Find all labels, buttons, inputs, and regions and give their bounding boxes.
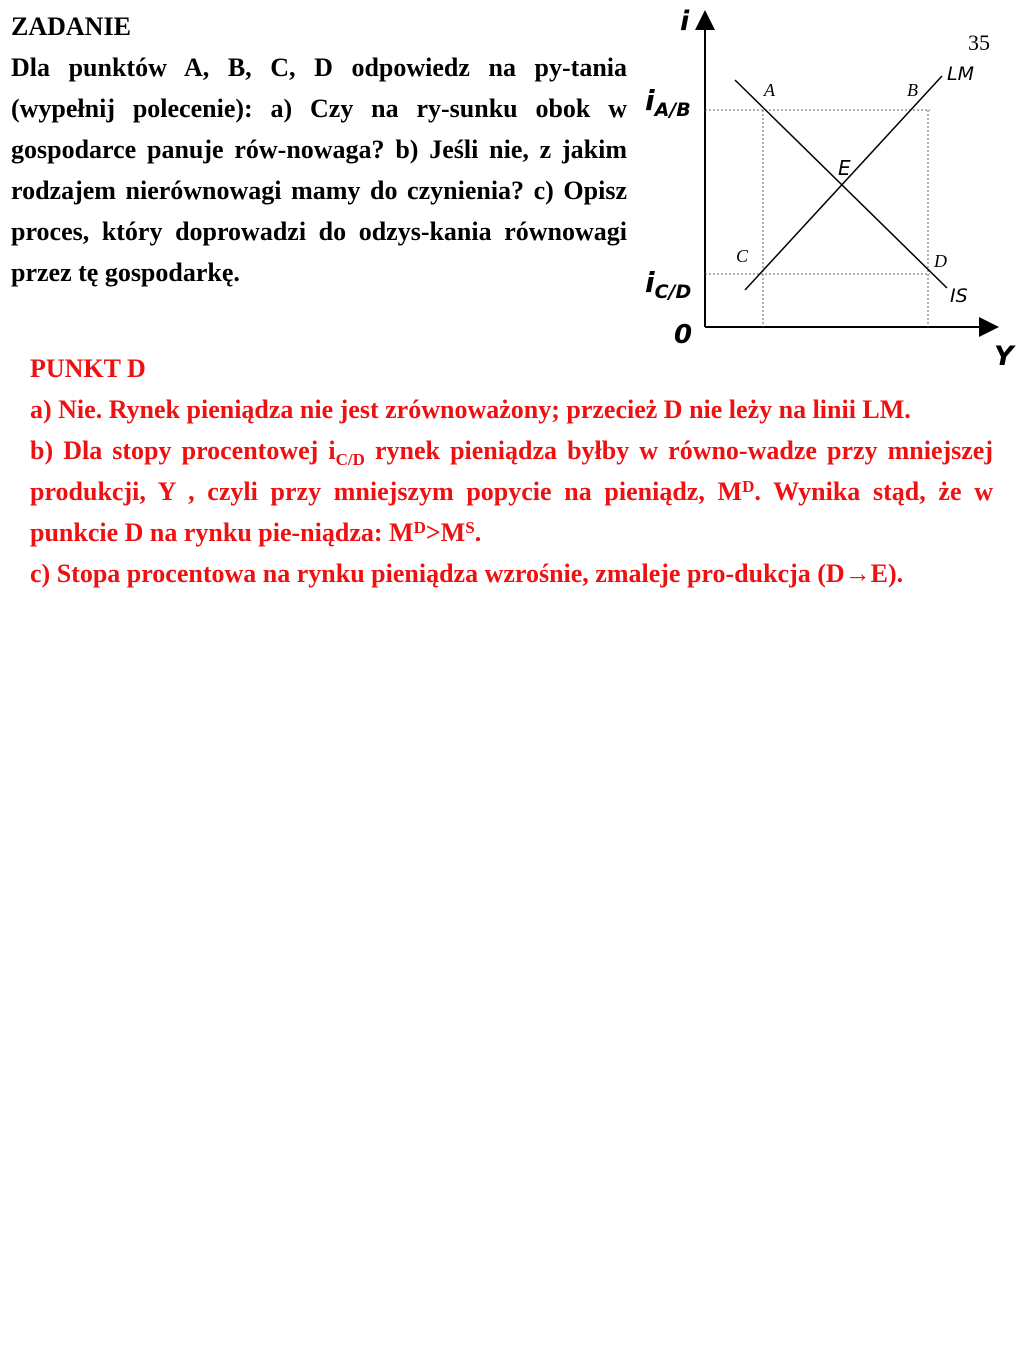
answer-b-sup1: D <box>742 477 755 496</box>
rate-low-main: i <box>645 266 655 299</box>
is-curve <box>735 80 947 288</box>
point-e-label: E <box>838 156 851 180</box>
task-title: ZADANIE <box>11 12 131 41</box>
answer-b-sub: C/D <box>335 450 365 469</box>
guide-lines <box>705 110 930 327</box>
y-axis-label: i <box>680 6 690 37</box>
is-label: IS <box>950 285 968 307</box>
rate-high-sub: A/B <box>654 99 691 121</box>
answer-b-sup2: D <box>413 518 426 537</box>
origin-label: 0 <box>674 320 693 350</box>
answer-b <box>30 430 993 553</box>
lm-curve <box>745 76 942 290</box>
point-d-label: D <box>934 251 947 271</box>
answer-b-part1: b) Dla stopy procentowej i <box>30 436 336 465</box>
slide-number: 35 <box>968 30 990 55</box>
answer-b-sup3: S <box>465 518 475 537</box>
lm-label: LM <box>947 63 974 85</box>
rate-low-label <box>645 266 691 303</box>
point-c-label: C <box>736 246 749 266</box>
point-b-label: B <box>907 80 918 100</box>
task-body: Dla punktów A, B, C, D odpowiedz na py-tania (wypełnij polecenie): a) Czy na ry-sunku obok w gospodarce panuje rów-nowaga? b) Jeśli nie, z jakim rodzajem nierównowagi mamy do czynienia? c) Opisz proces, który doprowadzi do odzys-kania równowagi przez tę gospodarkę. <box>11 53 627 287</box>
rate-high-label <box>645 84 691 121</box>
answer-b-part2: rynek pieniądza byłby w równo-wadze przy mniejszej produkcji, Y , czyli przy mniejszym popycie na pieniądz, M <box>30 436 994 506</box>
is-lm-diagram <box>0 0 1024 380</box>
answer-a: a) Nie. Rynek pieniądza nie jest zrównoważony; przecież D nie leży na linii LM. <box>30 395 911 424</box>
answer-b-part4: >M <box>425 518 466 547</box>
answer-c: c) Stopa procentowa na rynku pieniądza wzrośnie, zmaleje pro-dukcja (D→E). <box>30 559 904 588</box>
answer-b-part5: . <box>474 518 482 547</box>
answer-b-part3: . Wynika stąd, że w punkcie D na rynku pie-niądza: M <box>30 477 993 547</box>
answer-block <box>30 348 993 594</box>
rate-high-main: i <box>645 84 655 117</box>
rate-low-sub: C/D <box>654 281 692 303</box>
answer-title: PUNKT D <box>30 354 146 383</box>
point-a-label: A <box>764 80 775 100</box>
x-axis-label: Y <box>994 341 1014 372</box>
